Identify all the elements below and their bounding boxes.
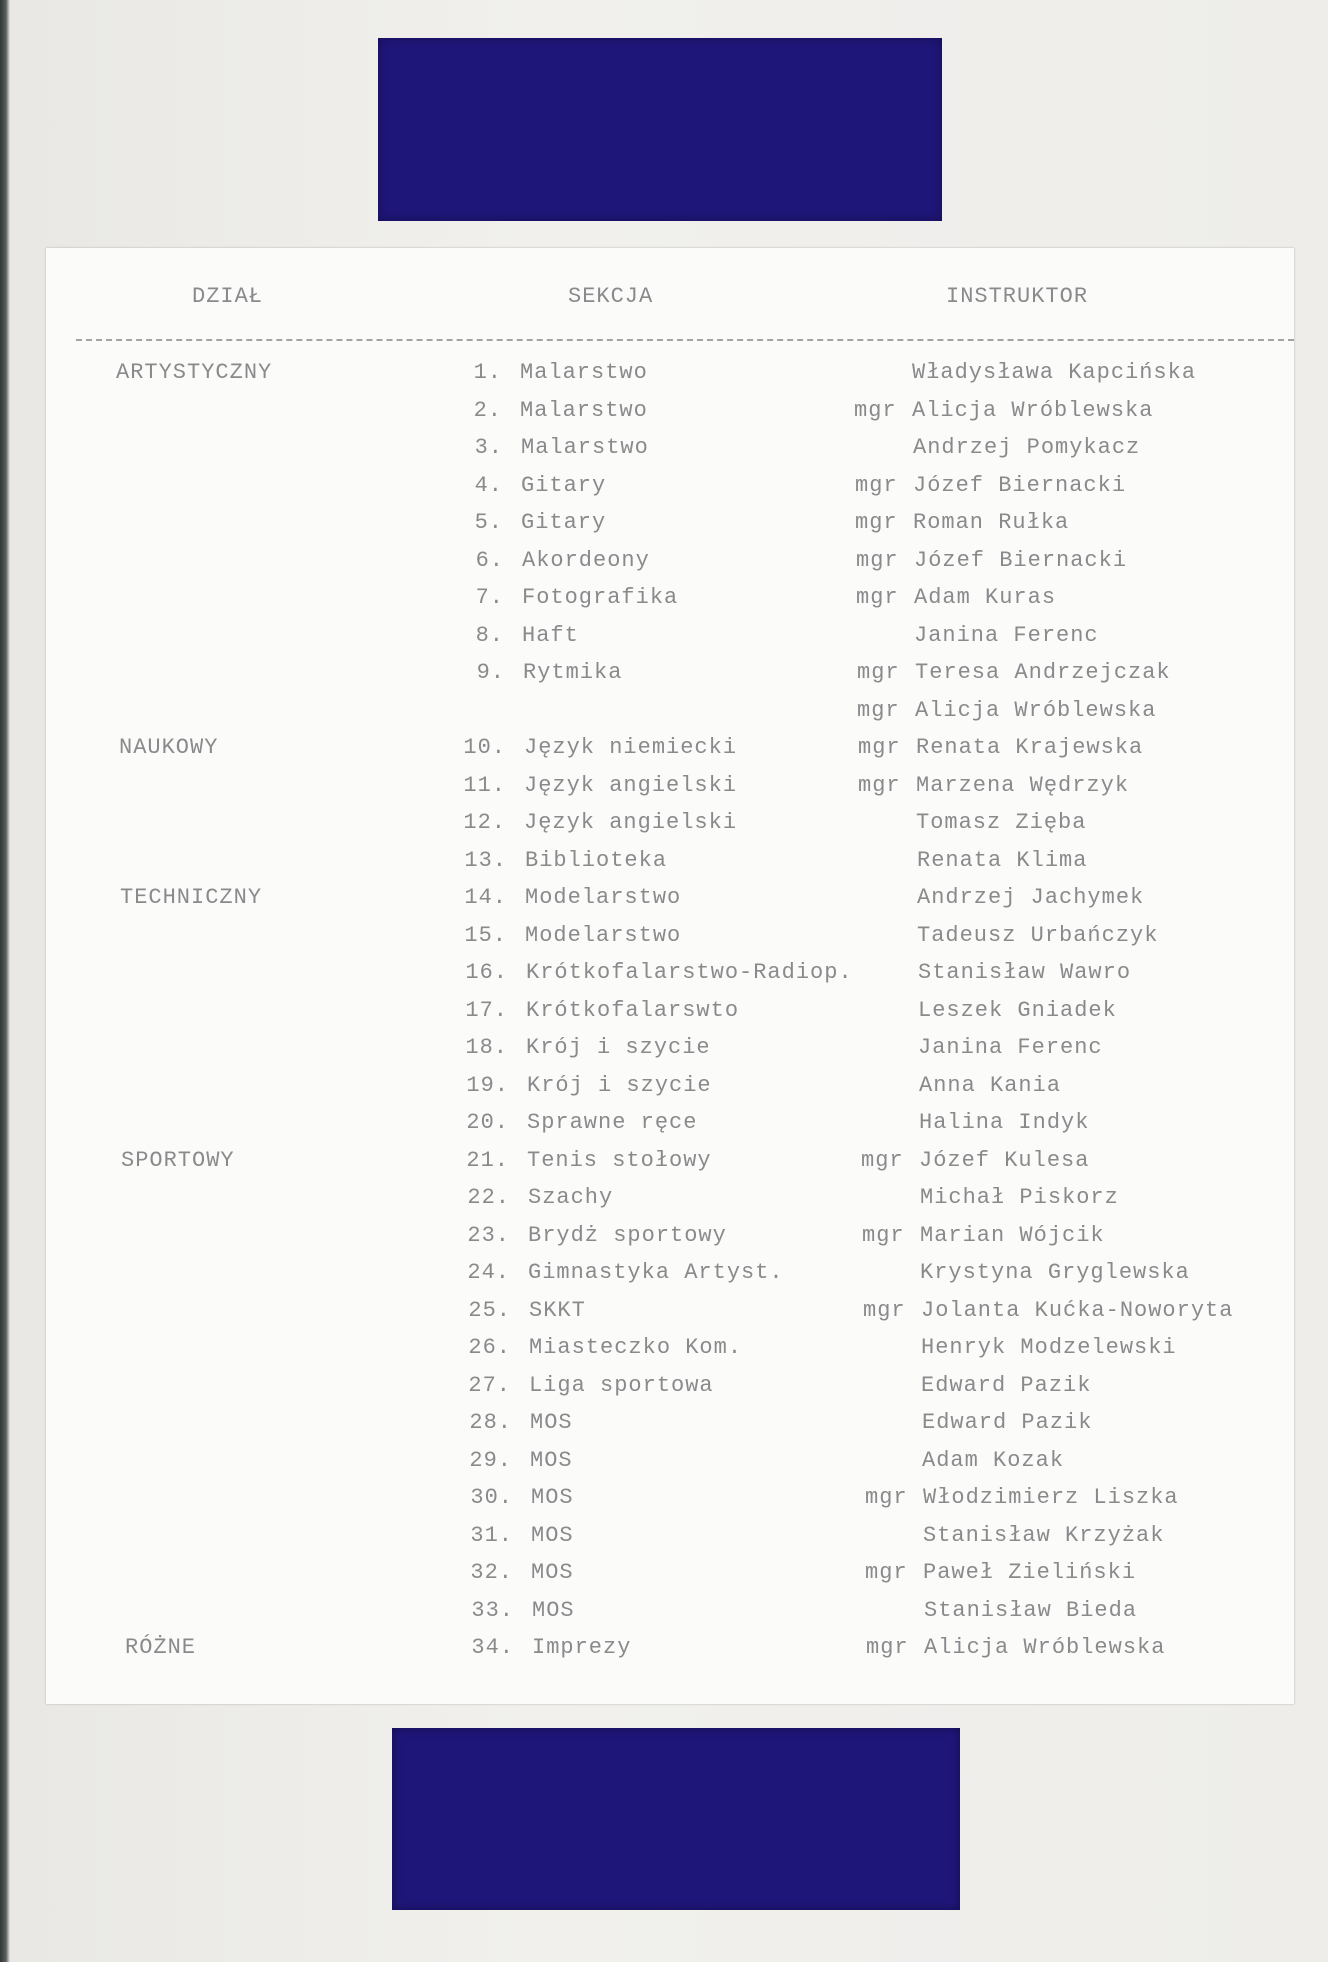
section-name: Krótkofalarstwo-Radiop.: [526, 960, 853, 985]
instructor-name: Marian Wójcik: [920, 1223, 1105, 1248]
instructor-title: mgr: [857, 698, 900, 723]
row-number: 19.: [466, 1073, 509, 1098]
row-number: 15.: [464, 923, 507, 948]
section-name: Imprezy: [532, 1635, 632, 1660]
section-name: Malarstwo: [520, 398, 648, 423]
section-name: Akordeony: [522, 548, 650, 573]
instructor-name: Halina Indyk: [919, 1110, 1090, 1135]
instructor-name: Edward Pazik: [921, 1373, 1092, 1398]
instructor-name: Janina Ferenc: [918, 1035, 1103, 1060]
section-name: MOS: [530, 1448, 573, 1473]
instructor-title: mgr: [855, 473, 898, 498]
section-name: Rytmika: [523, 660, 623, 685]
instructor-title: mgr: [858, 735, 901, 760]
row-number: 27.: [468, 1373, 511, 1398]
instructor-name: Krystyna Gryglewska: [920, 1260, 1190, 1285]
instructor-title: mgr: [855, 510, 898, 535]
instructor-name: Alicja Wróblewska: [924, 1635, 1166, 1660]
row-number: 22.: [467, 1185, 510, 1210]
instructor-title: mgr: [858, 773, 901, 798]
section-name: Malarstwo: [520, 360, 648, 385]
row-number: 30.: [470, 1485, 513, 1510]
instructor-name: Michał Piskorz: [920, 1185, 1119, 1210]
column-header-instruktor: INSTRUKTOR: [946, 284, 1089, 309]
instructor-title: mgr: [856, 585, 899, 610]
section-name: Krótkofalarswto: [526, 998, 740, 1023]
section-name: Gimnastyka Artyst.: [528, 1260, 784, 1285]
row-number: 23.: [467, 1223, 510, 1248]
instructor-name: Renata Krajewska: [916, 735, 1144, 760]
section-name: Haft: [522, 623, 579, 648]
instructor-name: Roman Rułka: [913, 510, 1070, 535]
row-number: 33.: [471, 1598, 514, 1623]
section-name: MOS: [530, 1410, 573, 1435]
section-name: Liga sportowa: [529, 1373, 714, 1398]
row-number: 31.: [470, 1523, 513, 1548]
instructor-name: Adam Kuras: [914, 585, 1057, 610]
instructor-title: mgr: [854, 398, 897, 423]
row-number: 3.: [474, 435, 503, 460]
row-number: 25.: [468, 1298, 511, 1323]
instructor-name: Józef Biernacki: [913, 473, 1127, 498]
instructor-name: Adam Kozak: [922, 1448, 1065, 1473]
instructor-name: Józef Kulesa: [919, 1148, 1090, 1173]
instructor-name: Stanisław Krzyżak: [923, 1523, 1165, 1548]
instructor-name: Alicja Wróblewska: [912, 398, 1154, 423]
section-name: Malarstwo: [521, 435, 649, 460]
row-number: 20.: [466, 1110, 509, 1135]
instructor-title: mgr: [863, 1298, 906, 1323]
section-name: Język niemiecki: [524, 735, 738, 760]
instructor-name: Stanisław Wawro: [918, 960, 1132, 985]
row-number: 6.: [475, 548, 504, 573]
section-name: SKKT: [529, 1298, 586, 1323]
row-number: 7.: [475, 585, 504, 610]
row-number: 8.: [475, 623, 504, 648]
category-label: ARTYSTYCZNY: [116, 360, 273, 385]
instructor-name: Henryk Modzelewski: [921, 1335, 1177, 1360]
row-number: 17.: [465, 998, 508, 1023]
section-name: MOS: [531, 1485, 574, 1510]
column-header-dzial: DZIAŁ: [192, 284, 264, 309]
row-number: 9.: [476, 660, 505, 685]
row-number: 13.: [464, 848, 507, 873]
section-name: Gitary: [521, 473, 607, 498]
section-name: Język angielski: [524, 810, 738, 835]
row-number: 28.: [469, 1410, 512, 1435]
instructor-name: Anna Kania: [919, 1073, 1062, 1098]
section-name: Tenis stołowy: [527, 1148, 712, 1173]
section-name: Język angielski: [524, 773, 738, 798]
instructor-name: Włodzimierz Liszka: [923, 1485, 1179, 1510]
row-number: 2.: [473, 398, 502, 423]
instructor-name: Andrzej Pomykacz: [913, 435, 1141, 460]
instructor-title: mgr: [865, 1560, 908, 1585]
row-number: 18.: [465, 1035, 508, 1060]
sections-list: [46, 248, 1294, 1704]
category-label: TECHNICZNY: [120, 885, 263, 910]
instructor-name: Leszek Gniadek: [918, 998, 1117, 1023]
section-name: Sprawne ręce: [527, 1110, 698, 1135]
section-name: Miasteczko Kom.: [529, 1335, 743, 1360]
instructor-title: mgr: [856, 548, 899, 573]
instructor-name: Alicja Wróblewska: [915, 698, 1157, 723]
instructor-name: Marzena Wędrzyk: [916, 773, 1130, 798]
section-name: Krój i szycie: [526, 1035, 711, 1060]
row-number: 4.: [474, 473, 503, 498]
section-name: Brydż sportowy: [528, 1223, 727, 1248]
row-number: 21.: [466, 1148, 509, 1173]
row-number: 5.: [474, 510, 503, 535]
section-name: MOS: [531, 1523, 574, 1548]
instructor-name: Edward Pazik: [922, 1410, 1093, 1435]
section-name: MOS: [531, 1560, 574, 1585]
section-name: Modelarstwo: [525, 885, 682, 910]
row-number: 10.: [463, 735, 506, 760]
row-number: 34.: [471, 1635, 514, 1660]
section-name: Biblioteka: [525, 848, 668, 873]
instructor-title: mgr: [862, 1223, 905, 1248]
category-label: NAUKOWY: [119, 735, 219, 760]
row-number: 16.: [465, 960, 508, 985]
instructor-name: Józef Biernacki: [914, 548, 1128, 573]
row-number: 32.: [470, 1560, 513, 1585]
row-number: 26.: [468, 1335, 511, 1360]
section-name: Szachy: [528, 1185, 614, 1210]
section-name: MOS: [532, 1598, 575, 1623]
blue-tape-top: [378, 38, 942, 221]
category-label: SPORTOWY: [121, 1148, 235, 1173]
row-number: 29.: [469, 1448, 512, 1473]
section-name: Fotografika: [522, 585, 679, 610]
section-name: Krój i szycie: [527, 1073, 712, 1098]
row-number: 1.: [473, 360, 502, 385]
row-number: 14.: [464, 885, 507, 910]
category-label: RÓŻNE: [125, 1635, 197, 1660]
column-header-sekcja: SEKCJA: [568, 284, 654, 309]
instructor-name: Teresa Andrzejczak: [915, 660, 1171, 685]
instructor-name: Tadeusz Urbańczyk: [917, 923, 1159, 948]
instructor-title: mgr: [865, 1485, 908, 1510]
row-number: 11.: [463, 773, 506, 798]
instructor-name: Tomasz Zięba: [916, 810, 1087, 835]
typed-sheet: [46, 248, 1294, 1704]
instructor-name: Władysława Kapcińska: [912, 360, 1197, 385]
instructor-name: Jolanta Kućka-Noworyta: [921, 1298, 1234, 1323]
section-name: Gitary: [521, 510, 607, 535]
blue-tape-bottom: [392, 1728, 960, 1910]
instructor-name: Andrzej Jachymek: [917, 885, 1145, 910]
instructor-name: Paweł Zieliński: [923, 1560, 1137, 1585]
instructor-name: Janina Ferenc: [914, 623, 1099, 648]
row-number: 24.: [467, 1260, 510, 1285]
section-name: Modelarstwo: [525, 923, 682, 948]
instructor-title: mgr: [861, 1148, 904, 1173]
instructor-name: Renata Klima: [917, 848, 1088, 873]
instructor-name: Stanisław Bieda: [924, 1598, 1138, 1623]
row-number: 12.: [463, 810, 506, 835]
instructor-title: mgr: [857, 660, 900, 685]
instructor-title: mgr: [866, 1635, 909, 1660]
